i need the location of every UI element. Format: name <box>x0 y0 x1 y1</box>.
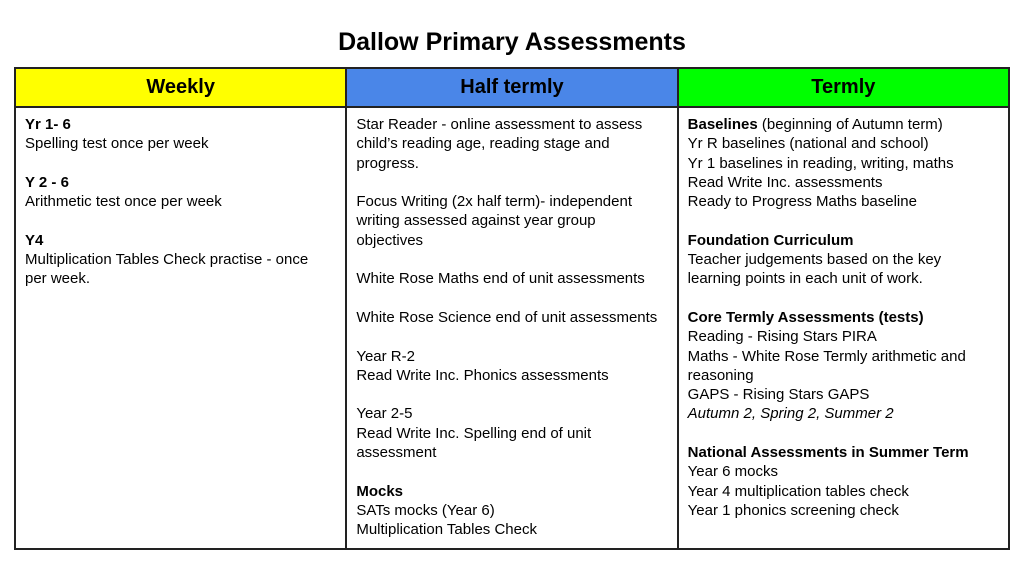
cell-line: GAPS - Rising Stars GAPS <box>687 386 870 404</box>
cell-line: White Rose Maths end of unit assessments <box>356 270 645 288</box>
cell-line: Reading - Rising Stars PIRA <box>687 328 877 346</box>
cell-line: SATs mocks (Year 6) <box>356 501 495 519</box>
cell-line: Autumn 2, Spring 2, Summer 2 <box>687 405 894 423</box>
blank-line <box>688 289 999 308</box>
cell-line: Multiplication Tables Check <box>356 521 537 539</box>
cell-line: reasoning <box>687 366 754 384</box>
cell-line: Year 1 phonics screening check <box>687 501 899 519</box>
blank-line <box>356 173 667 192</box>
cell-line: objectives <box>356 231 424 249</box>
cell-line: Foundation Curriculum <box>687 231 854 249</box>
cell-line: Year R-2 <box>356 347 415 365</box>
column-header-half-termly: Half termly <box>347 69 676 108</box>
cell-line: Multiplication Tables Check practise - once <box>25 251 309 269</box>
blank-line <box>356 250 667 269</box>
cell-line: Y 2 - 6 <box>25 173 69 191</box>
cell-line: Arithmetic test once per week <box>25 193 222 211</box>
cell-line: Read Write Inc. assessments <box>687 173 883 191</box>
cell-line: Teacher judgements based on the key <box>687 251 942 269</box>
assessments-table <box>14 67 1010 550</box>
blank-line <box>356 385 667 404</box>
cell-line: Y4 <box>25 231 44 249</box>
cell-line: Read Write Inc. Spelling end of unit <box>356 424 592 442</box>
cell-line: per week. <box>25 270 91 288</box>
cell-line: Year 4 multiplication tables check <box>687 482 909 500</box>
column-body-half-termly <box>347 108 676 548</box>
cell-line: assessment <box>356 444 437 462</box>
blank-line <box>356 327 667 346</box>
cell-line: Mocks <box>356 482 404 500</box>
column-body-weekly <box>16 108 345 548</box>
cell-line: Yr 1 baselines in reading, writing, maths <box>687 154 954 172</box>
blank-line <box>688 424 999 443</box>
cell-line: child’s reading age, reading stage and <box>356 135 610 153</box>
blank-line <box>25 211 336 230</box>
cell-line: Baselines (beginning of Autumn term) <box>687 116 943 133</box>
cell-line: Maths - White Rose Termly arithmetic and <box>687 347 966 365</box>
page-title: Dallow Primary Assessments <box>338 28 686 56</box>
column-termly <box>679 69 1008 548</box>
cell-line: White Rose Science end of unit assessments <box>356 308 658 326</box>
cell-line: Yr 1- 6 <box>25 116 71 133</box>
blank-line <box>688 211 999 230</box>
column-half-termly <box>347 69 678 548</box>
column-weekly <box>16 69 347 548</box>
cell-line: learning points in each unit of work. <box>687 270 923 288</box>
column-header-weekly: Weekly <box>16 69 345 108</box>
cell-line: Ready to Progress Maths baseline <box>687 193 917 211</box>
blank-line <box>356 289 667 308</box>
cell-line: Focus Writing (2x half term)- independent <box>356 193 633 211</box>
cell-line: Spelling test once per week <box>25 135 209 153</box>
cell-line: Core Termly Assessments (tests) <box>687 308 924 326</box>
cell-line: Year 2-5 <box>356 405 413 423</box>
blank-line <box>356 462 667 481</box>
cell-line: Read Write Inc. Phonics assessments <box>356 366 609 384</box>
cell-line: Yr R baselines (national and school) <box>687 135 929 153</box>
cell-line: Year 6 mocks <box>687 463 778 481</box>
cell-line: writing assessed against year group <box>356 212 596 230</box>
column-body-termly <box>679 108 1008 548</box>
column-header-termly: Termly <box>679 69 1008 108</box>
blank-line <box>25 154 336 173</box>
cell-line: Star Reader - online assessment to assess <box>356 116 643 133</box>
cell-line: progress. <box>356 154 419 172</box>
cell-line: National Assessments in Summer Term <box>687 444 969 462</box>
